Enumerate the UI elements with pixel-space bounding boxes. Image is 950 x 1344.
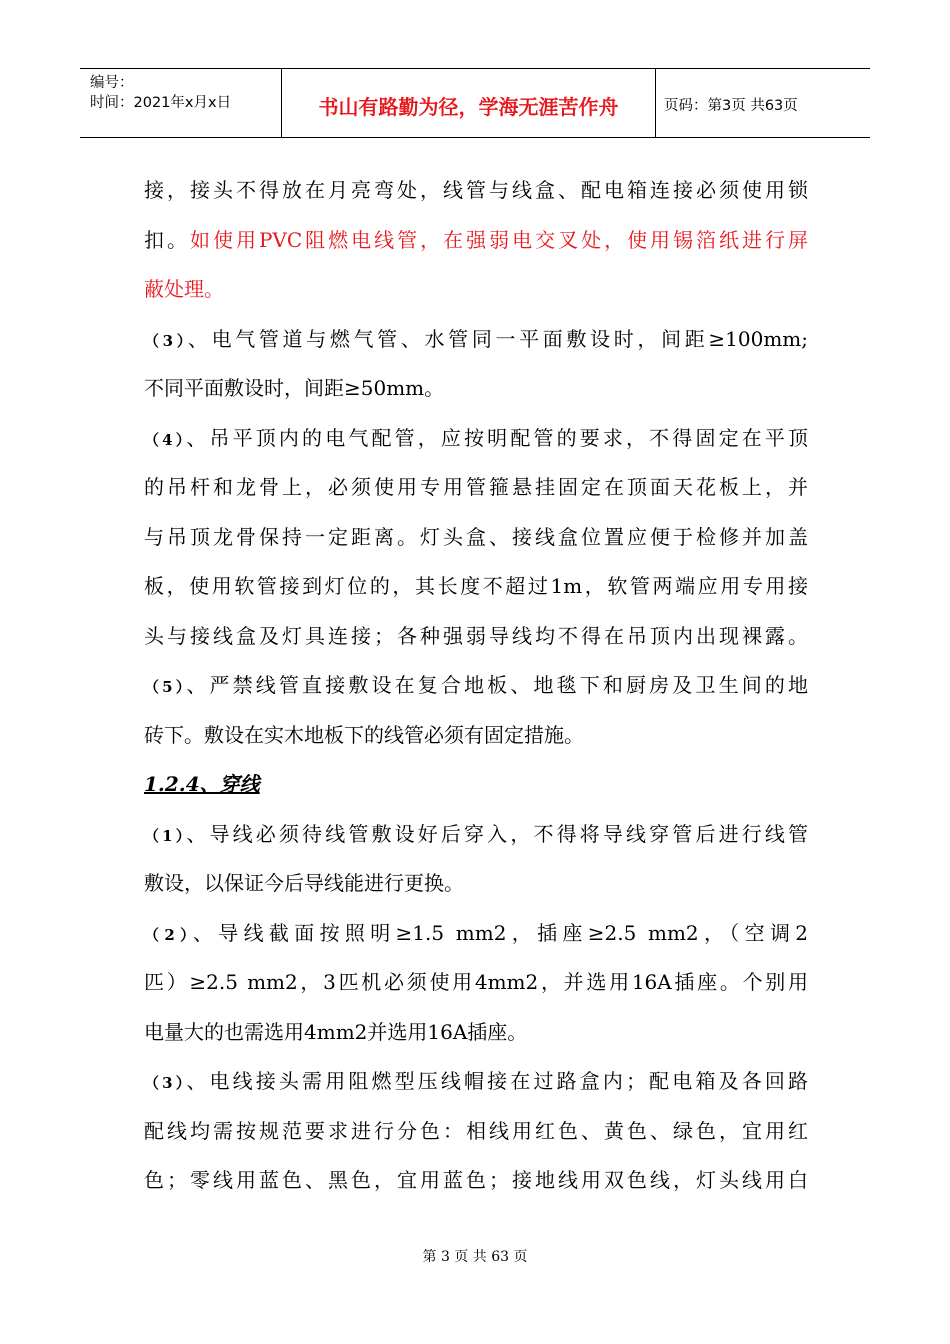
- text-run: 、导线必须待线管敷设好后穿入，不得将导线穿管后进行线管: [186, 821, 808, 846]
- text-line: [144, 711, 808, 761]
- text-run: 电量大的也需选用4mm2并选用16A插座。: [144, 1019, 528, 1044]
- text-run: 色；零线用蓝色、黑色，宜用蓝色；接地线用双色线，灯头线用白: [144, 1168, 808, 1192]
- text-run: 不同平面敷设时，间距≥50mm。: [144, 376, 445, 400]
- text-line: [144, 265, 808, 315]
- text-line: [144, 364, 808, 414]
- text-line: [144, 958, 808, 1008]
- document-body: [144, 166, 808, 1206]
- header-meta: [80, 69, 282, 137]
- text-line: [144, 760, 808, 810]
- text-run: 、严禁线管直接敷设在复合地板、地毯下和厨房及卫生间的地: [186, 673, 808, 697]
- text-run: 、电气管道与燃气管、水管同一平面敷设时，间距≥100mm;: [187, 326, 808, 351]
- text-line: [144, 810, 808, 860]
- text-run: 、吊平顶内的电气配管，应按明配管的要求，不得固定在平顶: [186, 425, 808, 450]
- text-line: [144, 315, 808, 365]
- page-header: [80, 68, 870, 138]
- text-line: [144, 859, 808, 909]
- text-line: [144, 216, 808, 266]
- item-number: （1）: [144, 826, 187, 845]
- text-line: [144, 661, 808, 711]
- header-motto: 书山有路勤为径，学海无涯苦作舟: [282, 69, 656, 137]
- text-line: [144, 1107, 808, 1157]
- section-heading: 1.2.4、穿线: [144, 772, 260, 796]
- item-number: （3）: [144, 331, 188, 350]
- text-run: 敷设，以保证今后导线能进行更换。: [144, 871, 464, 895]
- text-line: [144, 1008, 808, 1058]
- text-line: [144, 909, 808, 959]
- text-line: [144, 463, 808, 513]
- text-run: 如使用PVC阻燃电线管，在强弱电交叉处，使用锡箔纸进行屏: [190, 227, 808, 252]
- item-number: （5）: [144, 678, 187, 696]
- item-number: （2）: [144, 925, 193, 944]
- item-number: （4）: [144, 430, 187, 449]
- text-line: [144, 513, 808, 563]
- text-line: [144, 1057, 808, 1107]
- text-run: 配线均需按规范要求进行分色：相线用红色、黄色、绿色，宜用红: [144, 1118, 808, 1143]
- text-line: [144, 612, 808, 662]
- text-line: [144, 414, 808, 464]
- text-run: 的吊杆和龙骨上，必须使用专用管箍悬挂固定在顶面天花板上，并: [144, 475, 808, 499]
- page-footer: 第 3 页 共 63 页: [422, 1249, 528, 1265]
- text-line: [144, 1156, 808, 1206]
- header-page-info: 页码：第3页 共63页: [664, 97, 798, 114]
- text-run: 板，使用软管接到灯位的，其长度不超过1m，软管两端应用专用接: [144, 574, 808, 598]
- text-run: 匹）≥2.5 mm2，3匹机必须使用4mm2，并选用16A插座。个别用: [144, 970, 808, 994]
- item-number: （3）: [144, 1074, 187, 1092]
- document-number-label: 编号：: [90, 75, 134, 91]
- text-run: 扣。: [144, 227, 190, 252]
- text-line: [144, 562, 808, 612]
- text-run: 、电线接头需用阻燃型压线帽接在过路盒内；配电箱及各回路: [186, 1069, 808, 1093]
- text-run: 、导线截面按照明≥1.5 mm2，插座≥2.5 mm2，（空调2: [192, 920, 808, 945]
- text-run: 接，接头不得放在月亮弯处，线管与线盒、配电箱连接必须使用锁: [144, 178, 808, 202]
- document-time-label: 时间：2021年x月x日: [90, 95, 232, 111]
- text-line: [144, 166, 808, 216]
- text-run: 蔽处理。: [144, 277, 224, 301]
- text-run: 与吊顶龙骨保持一定距离。灯头盒、接线盒位置应便于检修并加盖: [144, 524, 808, 549]
- text-run: 砖下。敷设在实木地板下的线管必须有固定措施。: [144, 722, 584, 747]
- text-run: 头与接线盒及灯具连接；各种强弱导线均不得在吊顶内出现裸露。: [144, 623, 808, 648]
